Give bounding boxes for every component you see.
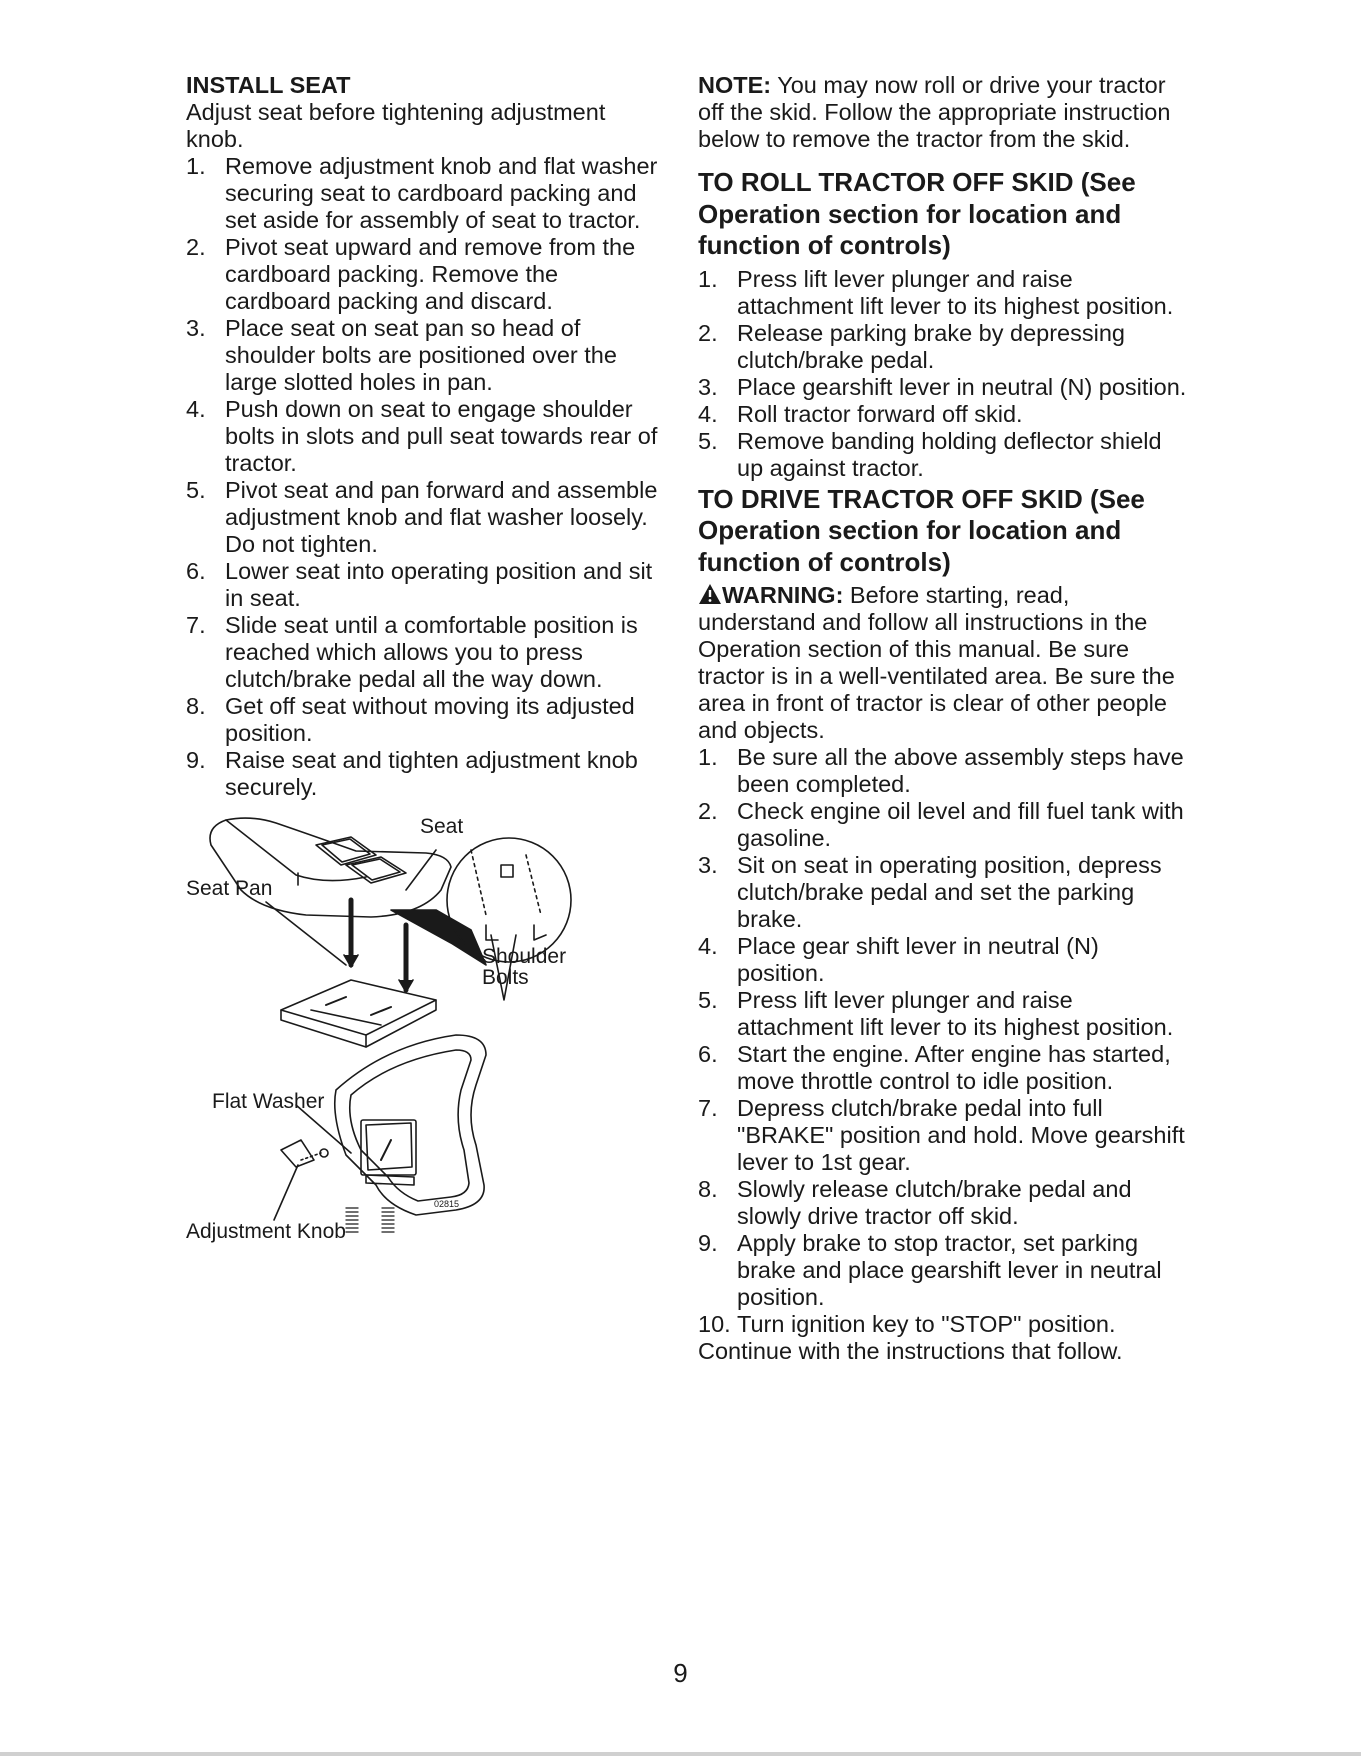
step-text: Raise seat and tighten adjustment knob securely. xyxy=(225,747,638,800)
list-item xyxy=(698,320,1188,374)
seat-rear-view-drawing xyxy=(335,1035,486,1232)
list-item xyxy=(186,747,666,801)
left-column xyxy=(186,72,666,801)
step-number: 6. xyxy=(186,558,206,584)
install-seat-heading: INSTALL SEAT xyxy=(186,72,351,98)
step-text: Press lift lever plunger and raise attachment lift lever to its highest position. xyxy=(737,265,1174,319)
list-item xyxy=(698,744,1188,798)
step-number: 9. xyxy=(186,747,206,773)
seat-outline xyxy=(210,818,451,917)
list-item xyxy=(698,1095,1188,1176)
step-number: 1. xyxy=(698,744,718,770)
step-number: 4. xyxy=(698,933,718,959)
step-number: 6. xyxy=(698,1041,718,1067)
list-item xyxy=(186,396,666,477)
list-item xyxy=(698,933,1188,987)
step-text: Roll tractor forward off skid. xyxy=(737,400,1023,427)
step-text: Pivot seat upward and remove from the cardboard packing. Remove the cardboard packing and discard. xyxy=(225,234,636,314)
list-item xyxy=(698,1176,1188,1230)
step-text: Remove banding holding deflector shield up against tractor. xyxy=(737,427,1162,481)
step-number: 7. xyxy=(186,612,206,638)
list-item xyxy=(698,798,1188,852)
step-text: Check engine oil level and fill fuel tank with gasoline. xyxy=(737,798,1184,851)
step-number: 5. xyxy=(698,427,718,454)
flat-washer-label: Flat Washer xyxy=(212,1090,325,1113)
seat-pan-label: Seat Pan xyxy=(186,877,273,900)
note-text: You may now roll or drive your tractor off the skid. Follow the appropriate instruction below to remove the tractor from the skid. xyxy=(698,72,1171,152)
note-lead: NOTE: xyxy=(698,72,772,98)
step-number: 9. xyxy=(698,1230,718,1256)
list-item xyxy=(698,401,1188,428)
install-seat-steps xyxy=(186,153,666,801)
step-number: 7. xyxy=(698,1095,718,1121)
step-text: Lower seat into operating position and sit in seat. xyxy=(225,558,653,611)
step-text: Apply brake to stop tractor, set parking brake and place gearshift lever in neutral position. xyxy=(737,1230,1162,1310)
step-number: 4. xyxy=(186,396,206,422)
install-seat-intro: Adjust seat before tightening adjustment knob. xyxy=(186,99,606,152)
step-text: Slide seat until a comfortable position is reached which allows you to press clutch/brake pedal all the way down. xyxy=(225,612,638,692)
step-number: 8. xyxy=(698,1176,718,1202)
step-number: 1. xyxy=(186,153,206,179)
step-text: Get off seat without moving its adjusted position. xyxy=(225,693,635,746)
step-text: Place gear shift lever in neutral (N) position. xyxy=(737,933,1099,986)
part-code: 02815 xyxy=(434,1199,460,1209)
step-number: 2. xyxy=(186,234,206,260)
step-text: Pivot seat and pan forward and assemble adjustment knob and flat washer loosely. Do not tighten. xyxy=(225,477,658,557)
step-text: Push down on seat to engage shoulder bolts in slots and pull seat towards rear of tractor. xyxy=(225,396,658,476)
drive-off-skid-heading: TO DRIVE TRACTOR OFF SKID (See Operation section for location and function of controls) xyxy=(698,483,1145,577)
step-text: Turn ignition key to "STOP" position. xyxy=(737,1311,1116,1337)
springs xyxy=(346,1208,394,1232)
step-number: 4. xyxy=(698,400,718,427)
shoulder-bolt-detail-circle xyxy=(447,838,571,962)
step-text: Start the engine. After engine has started, move throttle control to idle position. xyxy=(737,1041,1171,1094)
adjustment-knob-label: Adjustment Knob xyxy=(186,1220,346,1243)
list-item xyxy=(186,153,666,234)
roll-off-skid-steps xyxy=(698,266,1188,482)
bolts-label: Bolts xyxy=(482,966,529,989)
step-text: Remove adjustment knob and flat washer securing seat to cardboard packing and set aside for assembly of seat to tractor. xyxy=(225,153,658,233)
list-item xyxy=(186,693,666,747)
list-item xyxy=(698,852,1188,933)
step-text: Release parking brake by depressing clutch/brake pedal. xyxy=(737,319,1125,373)
step-number: 2. xyxy=(698,798,718,824)
drive-off-skid-steps xyxy=(698,744,1188,1338)
list-item xyxy=(186,234,666,315)
step-text: Sit on seat in operating position, depress clutch/brake pedal and set the parking brake. xyxy=(737,852,1162,932)
list-item xyxy=(698,1311,1188,1338)
step-text: Place seat on seat pan so head of shoulder bolts are positioned over the large slotted holes in pan. xyxy=(225,315,617,395)
step-number: 8. xyxy=(186,693,206,719)
seat-pan-drawing xyxy=(281,980,436,1047)
list-item xyxy=(698,374,1188,401)
step-number: 1. xyxy=(698,265,718,292)
seat-installation-figure xyxy=(186,815,666,1435)
list-item xyxy=(186,558,666,612)
list-item xyxy=(698,1230,1188,1311)
list-item xyxy=(186,477,666,558)
shoulder-label: Shoulder xyxy=(482,945,567,968)
bottom-divider xyxy=(0,1752,1361,1756)
step-text: Depress clutch/brake pedal into full "BRAKE" position and hold. Move gearshift lever to 1st gear. xyxy=(737,1095,1185,1175)
seat-diagram xyxy=(186,815,666,1435)
list-item xyxy=(698,266,1188,320)
seat-label: Seat xyxy=(420,815,464,838)
step-number: 3. xyxy=(698,373,718,400)
list-item xyxy=(698,1041,1188,1095)
step-text: Slowly release clutch/brake pedal and slowly drive tractor off skid. xyxy=(737,1176,1132,1229)
step-text: Place gearshift lever in neutral (N) position. xyxy=(737,373,1187,400)
warning-triangle-icon xyxy=(698,583,722,605)
continue-text: Continue with the instructions that follow. xyxy=(698,1338,1123,1364)
warning-text: Before starting, read, understand and follow all instructions in the Operation section of this manual. Be sure tractor is in a well-ventilated area. Be sure the area in front of tractor is clear of other people and objects. xyxy=(698,582,1175,743)
warning-lead: WARNING: xyxy=(722,582,844,608)
page-number: 9 xyxy=(673,1658,688,1688)
list-item xyxy=(698,987,1188,1041)
list-item xyxy=(186,315,666,396)
step-number: 5. xyxy=(186,477,206,503)
step-number: 2. xyxy=(698,319,718,346)
list-item xyxy=(698,428,1188,482)
step-number: 10. xyxy=(698,1311,731,1337)
step-text: Be sure all the above assembly steps have been completed. xyxy=(737,744,1184,797)
step-number: 3. xyxy=(186,315,206,341)
roll-off-skid-heading: TO ROLL TRACTOR OFF SKID (See Operation section for location and function of controls) xyxy=(698,167,1136,260)
step-number: 3. xyxy=(698,852,718,878)
seat-cushion-pads xyxy=(316,837,406,883)
warning-paragraph xyxy=(698,582,1188,744)
step-number: 5. xyxy=(698,987,718,1013)
note-paragraph xyxy=(698,72,1188,153)
right-column xyxy=(698,72,1188,1365)
list-item xyxy=(186,612,666,693)
step-text: Press lift lever plunger and raise attachment lift lever to its highest position. xyxy=(737,987,1174,1040)
adjustment-knob-drawing xyxy=(281,1140,328,1167)
